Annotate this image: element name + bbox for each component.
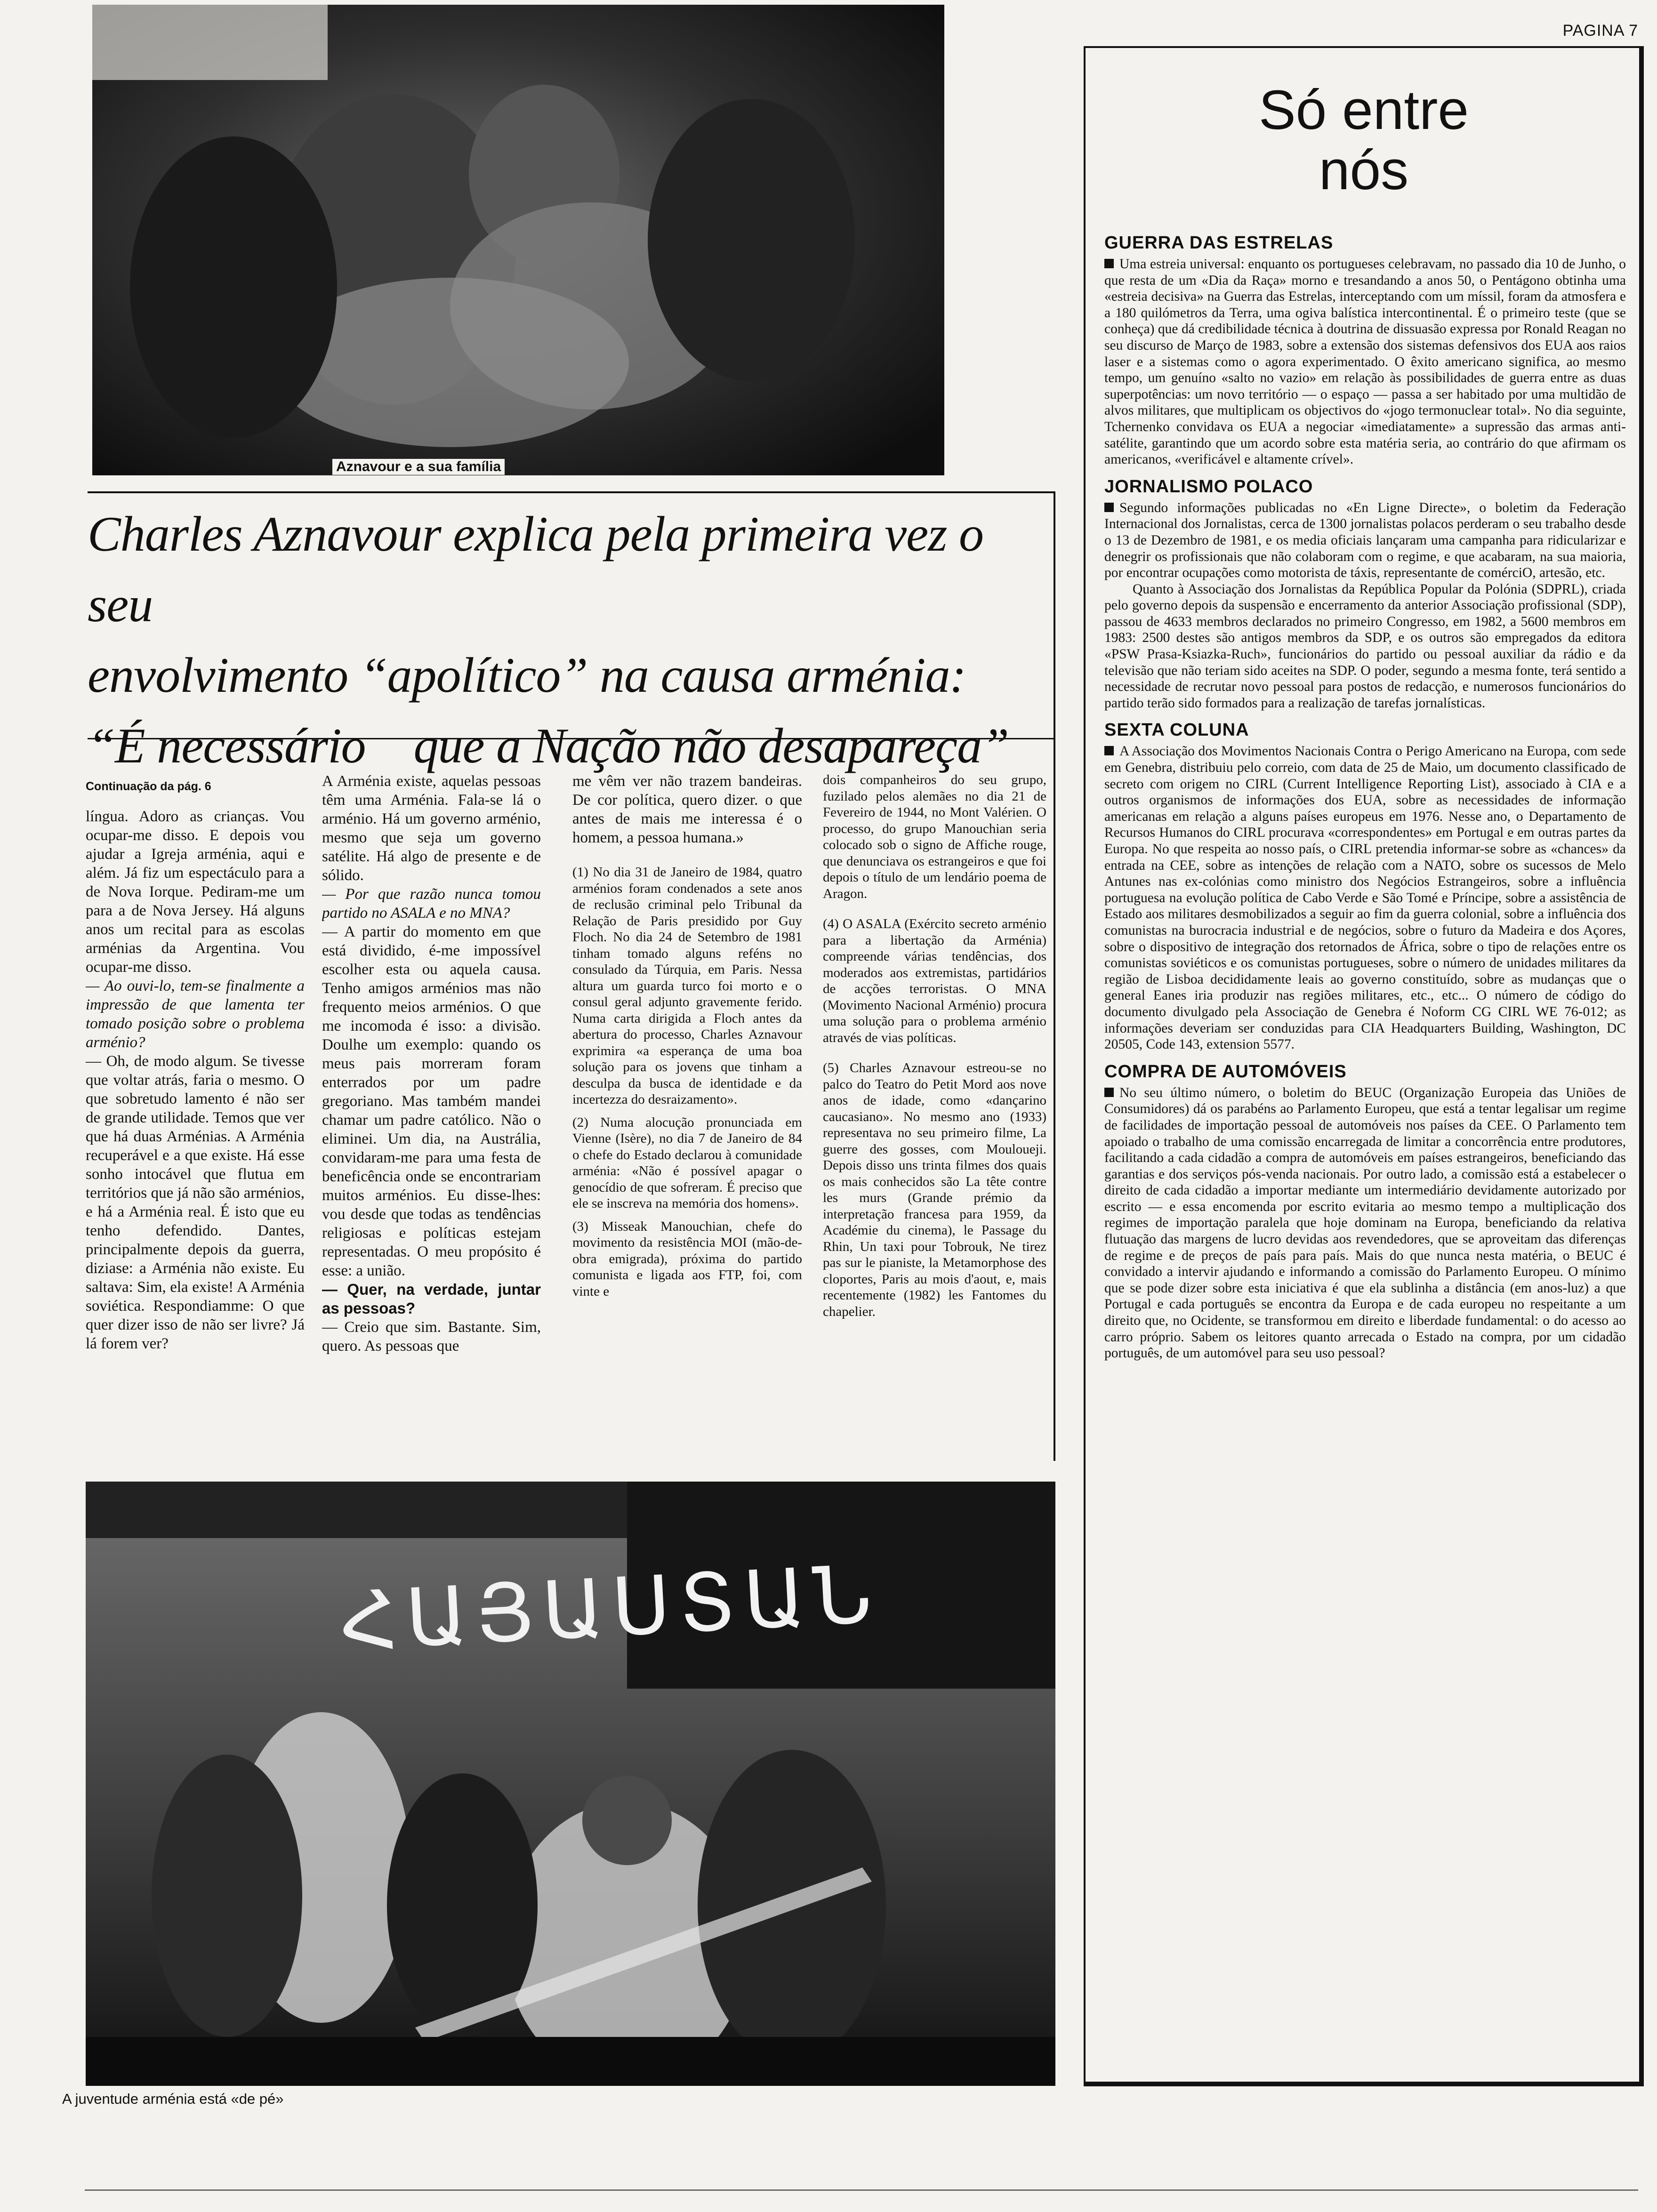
section-heading: JORNALISMO POLACO [1104, 476, 1313, 497]
footnote: dois companheiros do seu grupo, fuzilado pelos alemães no dia 21 de Fevereiro de 1944, no Mont Valérien. O processo, do grupo Manouchian seria colocado sob o signo de Affiche rouge, que denunciava os estrangeiros e que foi depois o título de um lendário poema de Aragon. [823, 772, 1046, 901]
section-paragraph: Quanto à Associação dos Jornalistas da República Popular da Polónia (SDPRL), criada pelo governo depois da suspensão e encerramento da anterior Associação profissional (SDP), passou de 4633 membros declarados no primeiro Congresso, em 1982, a 5600 membros em 1983: 2500 destes são antigos membros da SDP, e os outros são empregados da editora «PSW Prasa-Ksiazka-Ruch», funcionários do partido ou pessoal auxiliar da rádio e da televisão que não teriam sido aceites na SDP. O poder, segundo a mesma fonte, terá sentido a necessidade de recrutar novo pessoal para postos de redacção, e numerosos funcionários do partido terão sido formados para a realização de tarefas jornalísticas. [1104, 581, 1626, 711]
section-heading: GUERRA DAS ESTRELAS [1104, 233, 1334, 253]
headline-line-3: “É necessário que a Nação não desapareça” [88, 718, 1009, 773]
footnote: (2) Numa alocução pronunciada em Vienne (Isère), no dia 7 de Janeiro de 84 o chefe do Estado declarou à comunidade arménia: «Não é possível apagar o genocídio de que sofreram. É preciso que ele se inscreva na memória dos homens». [572, 1114, 802, 1211]
bottom-photo-caption: A juventude arménia está «de pé» [62, 2091, 284, 2107]
footnote: (5) Charles Aznavour estreou-se no palco do Teatro do Petit Mord aos nove anos de idade, como «dançarino caucasiano». No mesmo ano (1933) representava no seu primeiro filme, La guerre des gosses, com Mouloueji. Depois disso uns trinta filmes dos quais os mais conhecidos são La tête contre les murs (Grande prémio da interpretação francesa para 1959, da Académie du cinema), le Passage du Rhin, Un taxi pour Tobrouk, Ne tirez pas sur le pianiste, la Metamorphose des cloportes, Paris au mois d'aout, e, mais recentemente (1982) les Fantomes du chapelier. [823, 1060, 1046, 1319]
section-heading: COMPRA DE AUTOMÓVEIS [1104, 1061, 1347, 1082]
sidebar-content [1104, 230, 1626, 2075]
section-paragraph: No seu último número, o boletim do BEUC (Organização Europeia das Uniões de Consumidores) dá os parabéns ao Parlamento Europeu, que está a tentar legalisar um regime de facilidades de importação pessoal de automóveis nos países da CEE. O Parlamento tem apoiado o trabalho de uma comissão encarregada de limitar a concorrência entre produtores, facilitando a cada cidadão a compra de automóveis em países estrangeiros, beneficiando das garantias e dos serviços pós-venda nacionais. Por outro lado, a comissão está a estabelecer o direito de cada cidadão a importar mediante um intermediário devidamente autorizado por escrito — e essa encomenda por escrito evitaria ao mesmo tempo a multiplicação dos regimes de importação paralela que hoje dominam na Europa, beneficiando da relativa flutuação das margens de lucro devidas aos revendedores, que se aproveitam das diferenças de regime e de preços de país para país. Mais do que nunca nesta matéria, o BEUC é convidado a intervir ajudando e informando a comissão do Parlamento Europeu. O mínimo que se pode dizer sobre esta iniciativa é que ela sublinha a distância (em anos-luz) a que Portugal e cada português se encontra da Europa e de cada europeu no respeitante a um direito que, no Ocidente, se transformou em direito e liberdade fundamental: o do acesso ao carro próprio. Sabem os leitores quanto arrecada o Estado na compra, por um cidadão português, de um automóvel para seu uso pessoal? [1104, 1085, 1626, 1361]
article-paragraph: — Oh, de modo algum. Se tivesse que voltar atrás, faria o mesmo. O que sobretudo lamento é não ser de grande utilidade. Temos que ver que há duas Arménias. A Arménia recuperável e a que existe. Há esse sonho intocável que flutua em territórios que já não são arménios, e há a Arménia real. É isto que eu tenho defendido. Dantes, principalmente depois da guerra, diziase: a Arménia não existe. Eu saltava: Sim, ela existe! A Arménia soviética. Respondiamme: O que quer dizer isso de não ser livre? Já lá forem ver? [86, 1053, 305, 1352]
section-heading: SEXTA COLUNA [1104, 720, 1249, 740]
bottom-photo [86, 1482, 1055, 2086]
bullet-icon [1104, 503, 1114, 512]
article-paragraph: — A partir do momento em que está dividido, é-me impossível escolher esta ou aquela causa. Tenho amigos arménios mas não frequento meios arménios. O que me incomoda é isso: a divisão. Doulhe um exemplo: quando os meus pais morreram foram enterrados por um padre gregoriano. Mas também mandei chamar um padre católico. Não o eliminei. Um dia, na Austrália, convidaram-me para uma festa de beneficência onde se encontrariam muitos arménios. Eu disse-lhes: vou desde que todas as tendências religiosas e políticas estejam representadas. O meu propósito é esse: a união. [322, 923, 541, 1279]
bullet-icon [1104, 1088, 1114, 1097]
sidebar-title-line-1: Só entre [1258, 79, 1469, 141]
article-column-3 [572, 772, 802, 1464]
article-paragraph: língua. Adoro as crianças. Vou ocupar-me disso. E depois vou ajudar a Igreja arménia, aqui e além. Já fiz um espectáculo para a de Nova Iorque. Pediram-me um para a de Nova Jersey. Há alguns anos um recital para as escolas arménias da Argentina. Vou ocupar-me disso. [86, 808, 305, 976]
bullet-icon [1104, 259, 1114, 268]
footnote: (3) Misseak Manouchian, chefe do movimento da resistência MOI (mão-de-obra emigrada), próxima do partido comunista e ligada aos FTP, foi, com vinte e [572, 1218, 802, 1299]
article-right-rule [1054, 491, 1055, 1461]
article-column-4 [823, 772, 1046, 1464]
article-question: — Quer, na verdade, juntar as pessoas? [322, 1281, 541, 1317]
article-column-1 [86, 807, 305, 1461]
top-photo-caption: Aznavour e a sua família [332, 459, 505, 475]
article-question: — Por que razão nunca tomou partido no ASALA e no MNA? [322, 886, 541, 922]
bottom-page-rule [85, 2189, 1638, 2191]
footnote: (1) No dia 31 de Janeiro de 1984, quatro arménios foram condenados a sete anos de reclusão criminal pelo Tribunal da Relação de Paris presidido por Guy Floch. No dia 24 de Setembro de 1981 tinham tomado alguns reféns no consulado da Túrquia, em Paris. Nessa altura um guarda turco foi morto e o consul geral adjunto gravemente ferido. Numa carta dirigida a Floch antes da abertura do processo, Charles Aznavour exprimira «a esperança de uma boa solução para os jovens que tinham a desculpa da busca de identidade e da incertezza do desraizamento». [572, 865, 802, 1107]
article-column-2 [322, 772, 541, 1464]
bottom-photo-sign: ՀԱՅԱՍՏԱՆ [338, 1547, 883, 1669]
page-number: PAGINA 7 [1562, 22, 1638, 40]
continuation-label: Continuação da pág. 6 [86, 780, 211, 793]
headline [88, 499, 1048, 781]
section-paragraph: Segundo informações publicadas no «En Ligne Directe», o boletim da Federação Internacional dos Jornalistas, cerca de 1300 jornalistas polacos perderam o seu trabalho desde o 13 de Dezembro de 1981, e os media oficiais lançaram uma campanha para ridicularizar e denegrir os profissionais que não colaboram com o regime, e que acabaram, na sua maioria, por encontrar ocupações como motorista de táxis, representante de comérciO, artesão, etc. [1104, 500, 1626, 581]
footnote: (4) O ASALA (Exército secreto arménio para a libertação da Arménia) compreende várias tendências, dos moderados aos extremistas, partidários de acções terroristas. O MNA (Movimento Nacional Arménio) procura uma solução para o problema arménio através de vias políticas. [823, 916, 1046, 1045]
headline-line-2: envolvimento “apolítico” na causa arménia: [88, 648, 966, 703]
top-photo [92, 5, 944, 475]
headline-line-1: Charles Aznavour explica pela primeira vez o seu [88, 506, 983, 632]
article-question: — Ao ouvi-lo, tem-se finalmente a impressão de que lamenta ter tomado posição sobre o problema arménio? [86, 978, 305, 1051]
section-paragraph: A Associação dos Movimentos Nacionais Contra o Perigo Americano na Europa, com sede em Genebra, distribuiu pelo correio, com data de 25 de Maio, um documento classificado de secreto com origem no CIRL (Current Intelligence Reporting List), associado à CIA e a outros organismos de informações dos EUA, sobre as necessidades de informação americanas em relação a alguns países europeus em 1976. Nesse ano, o Departamento de Recursos Humanos do CIRL procurava «correspondentes» em Portugal e em outras partes da Europa. No que respeita ao nosso país, o CIRL pretendia informar-se sobre as «chances» da entrada na CEE, sobre as intenções de relação com a NATO, sobre os sucessos de Melo Antunes nas ex-colónias como ministro dos Negócios Estrangeiros, sobre a influência portuguesa na evolução política de Cabo Verde e São Tomé e Príncipe, sobre a assistência de Estado aos militares desmobilizados a seguir ao fim da guerra colonial, sobre a influência dos comunistas na burocracia industrial e de negócios, sobre o futuro da Madeira e dos Açores, sobre o dispositivo de integração dos retornados de África, sobre o tipo de relações entre os comunistas soviéticos e os comunistas portugueses, sobre o número de unidades militares da região de Lisboa decididamente leais ao governo constituído, sobre as mudanças que o general Eanes iria produzir nas regiões militares, etc., etc... O número de código do documento divulgado pela Associação de Genebra é Noform CG CIRL WE 76-012; as informações deveriam ser conduzidas para CIA Headquarters Building, Washington, DC 20505, Code 143, extension 5577. [1104, 744, 1626, 1052]
section-paragraph: Uma estreia universal: enquanto os portugueses celebravam, no passado dia 10 de Junho, o que resta de um «Dia da Raça» morno e tresandando a anos 50, o Pentágono obtinha uma «estreia decisiva» na Guerra das Estrelas, interceptando com um míssil, foram da atmosfera e a 180 quilómetros da Terra, uma ogiva balística intercontinental. É o primeiro teste (que se conheça) que dá credibilidade técnica à doutrina de dissuasão expressa por Ronald Reagan no seu discurso de Março de 1983, sobre a extensão dos sistemas defensivos dos EUA aos raios laser e a sistemas como o agora experimentado. O êxito americano significa, ao mesmo tempo, um genuíno «salto no vazio» em relação às possibilidades de guerra entre as duas superpotências: um novo território — o espaço — passa a ser habitado por uma multidão de alvos militares, que multiplicam os objectivos do «jogo termonuclear total». No dia seguinte, Tchernenko convidava os EUA a negociar «imediatamente» a supressão das armas anti-satélite, garantindo que um acordo sobre esta matéria seria, ao contrário do que afirmam os americanos, «verificável e altamente crível». [1104, 256, 1626, 467]
article-paragraph: me vêm ver não trazem bandeiras. De cor política, quero dizer. o que antes de mais me interessa é o homem, a pessoa humana.» [572, 773, 802, 846]
article-paragraph: — Creio que sim. Bastante. Sim, quero. As pessoas que [322, 1319, 541, 1354]
sidebar-title [1088, 80, 1639, 200]
article-top-rule [88, 491, 1055, 493]
sidebar-title-line-2: nós [1319, 139, 1409, 201]
bullet-icon [1104, 746, 1114, 755]
article-paragraph: A Arménia existe, aquelas pessoas têm uma Arménia. Fala-se lá o arménio. Há um governo arménio, mesmo que seja um governo satélite. Há algo de presente e de sólido. [322, 773, 541, 884]
